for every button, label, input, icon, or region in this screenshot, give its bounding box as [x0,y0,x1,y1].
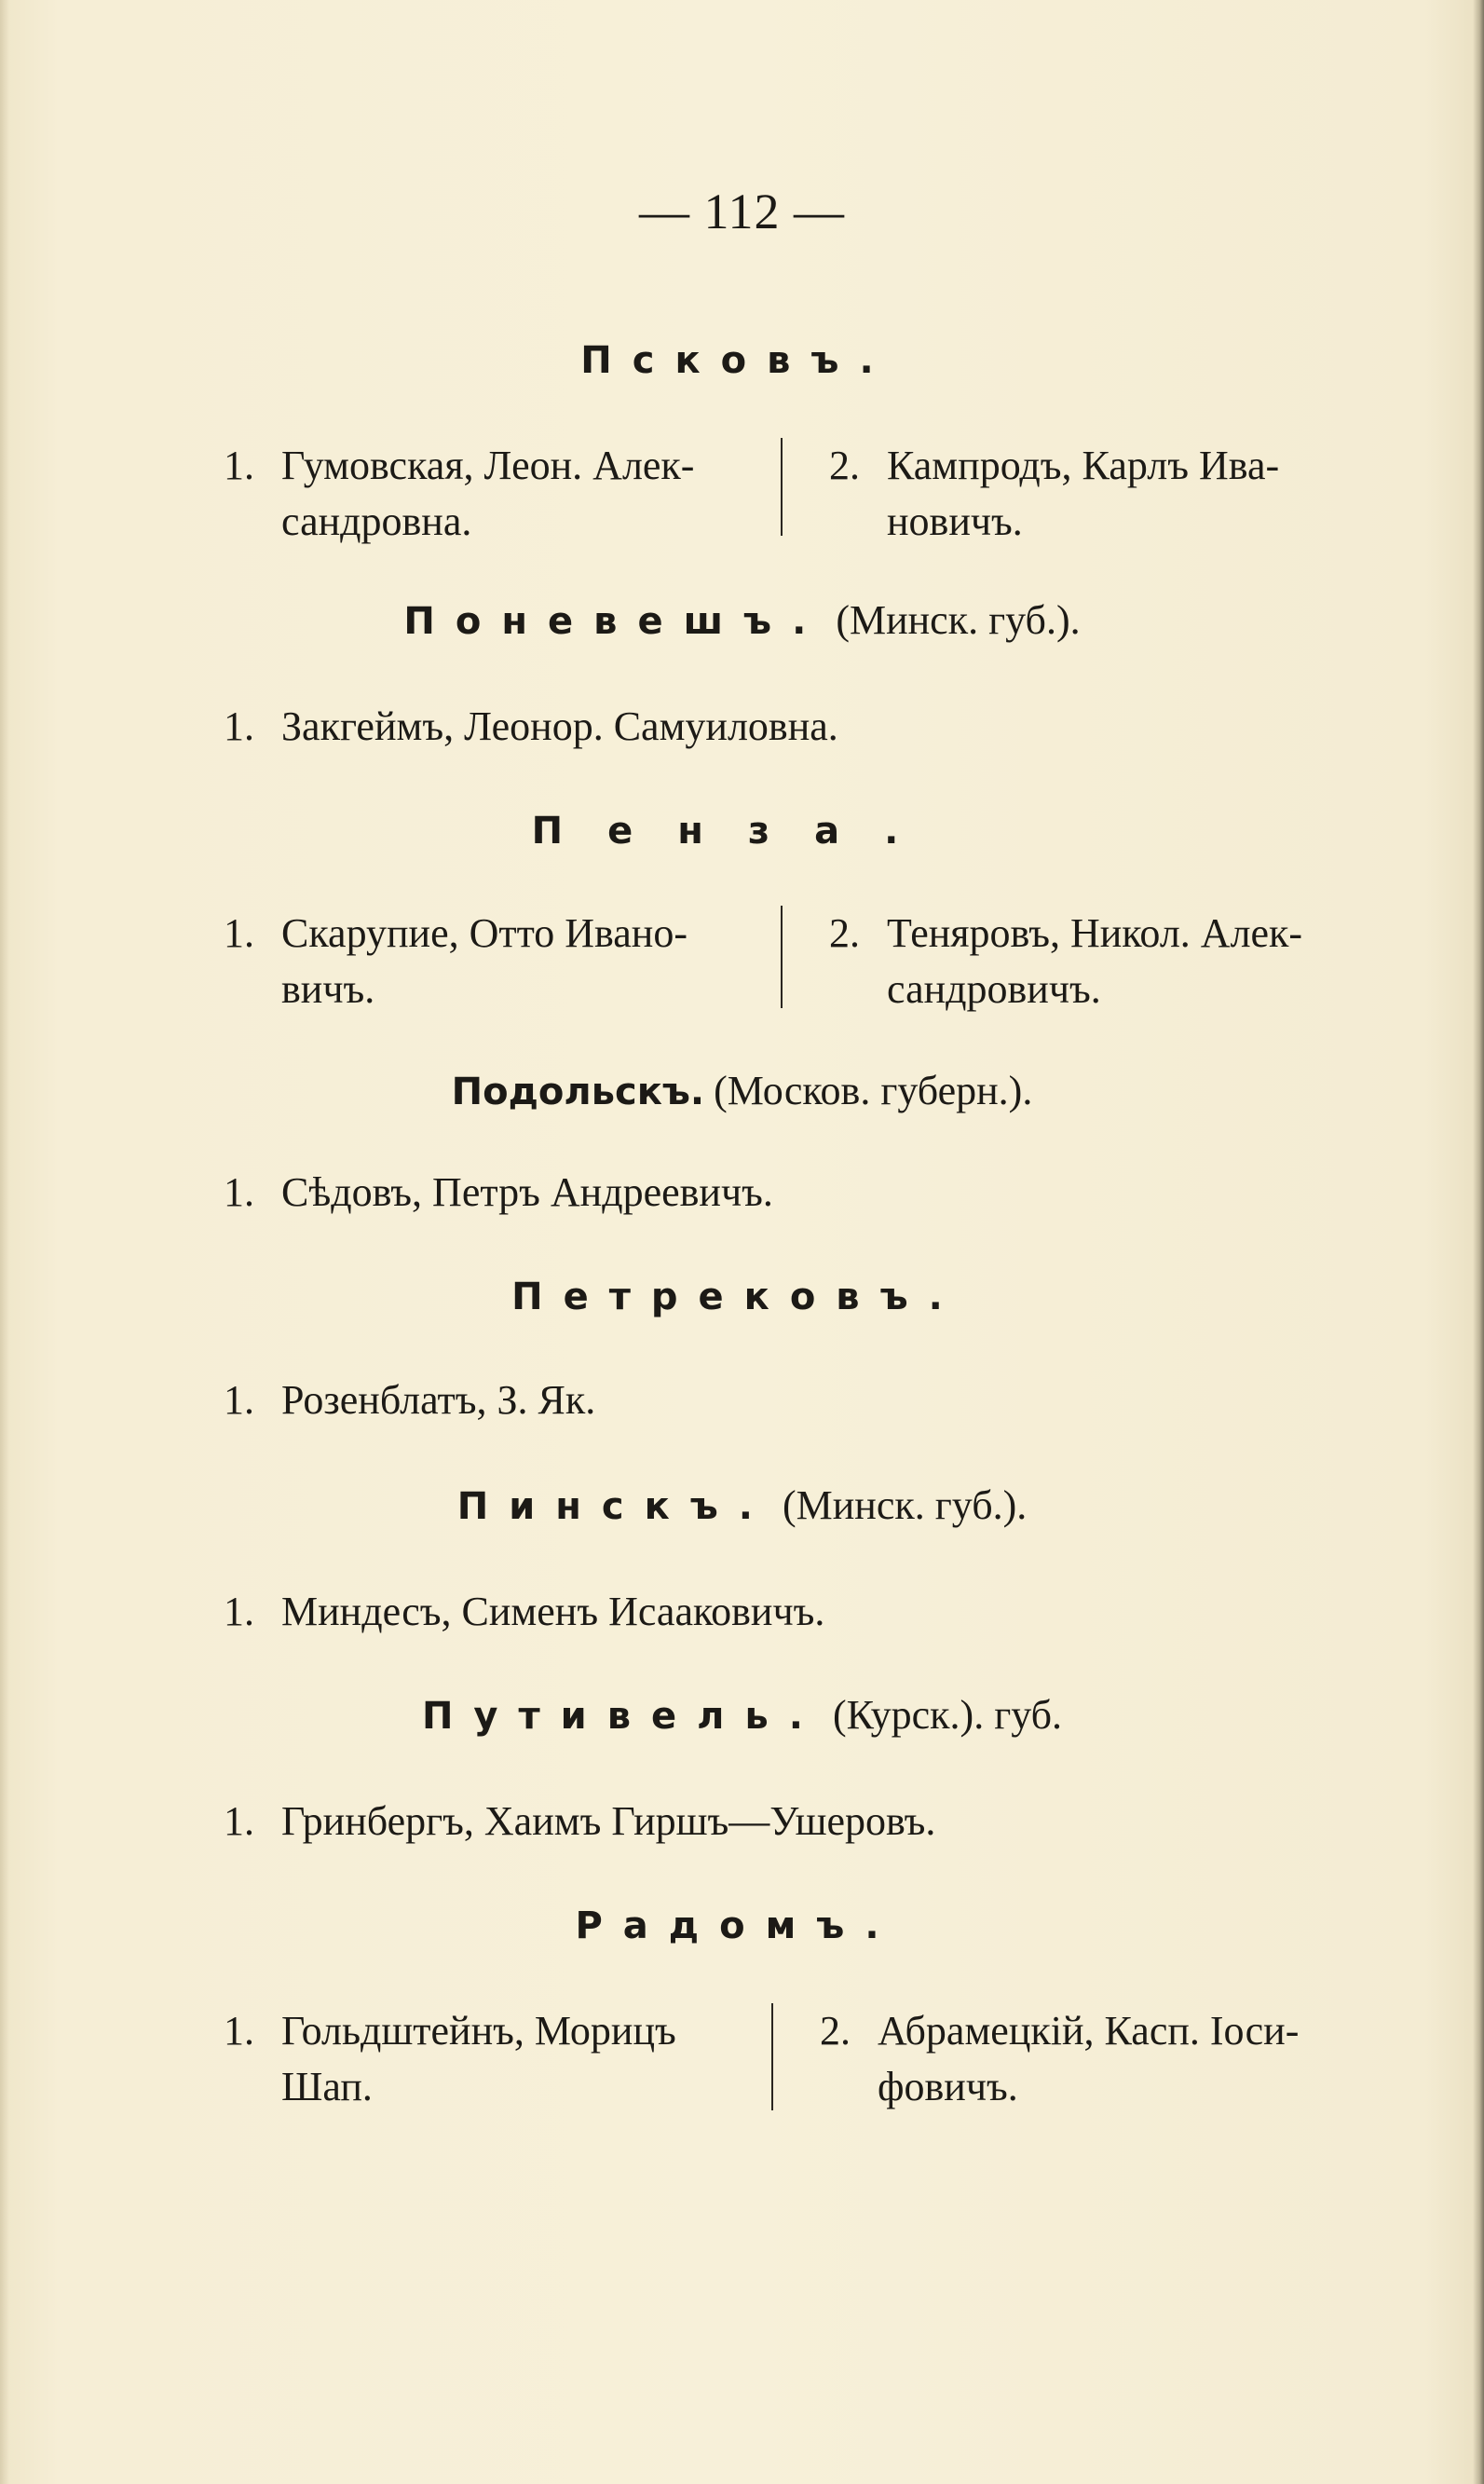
entry-number: 1. [224,1169,254,1215]
section-heading-podolsk [0,1067,1484,1114]
section-heading-putivel [0,1691,1484,1739]
entry-line: Гумовская, Леон. Алек- [281,443,695,488]
entry-line: Шап. [281,2064,373,2109]
entry-line: вичъ. [281,966,375,1012]
section-heading-petrekov [0,1272,1484,1319]
entry-podolsk-1 [224,1165,1341,1221]
entry-number: 1. [224,1589,254,1634]
town-note: (Минск. губ.). [836,597,1081,643]
column-divider [781,438,783,536]
entry-line: Абрамецкій, Касп. Іоси- [878,2008,1300,2054]
entry-number: 2. [829,443,860,488]
entry-pskov-2 [829,438,1351,550]
entry-pinsk-1 [224,1584,1341,1640]
section-heading-radom [0,1901,1484,1948]
town-note: (Москов. губерн.). [714,1068,1033,1113]
town-name: Подольскъ. [451,1071,705,1113]
entry-line: Гольдштейнъ, Морицъ [281,2008,676,2054]
town-note: (Курск.). губ. [832,1692,1063,1738]
entry-penza-1 [224,906,745,1017]
entry-number: 2. [829,910,860,956]
entry-line: Гринбергъ, Хаимъ Гиршъ—Ушеровъ. [281,1798,936,1844]
town-name: Поневешъ. [403,600,827,643]
entry-line: Скарупие, Отто Ивано- [281,910,688,956]
entry-line: фовичъ. [878,2064,1018,2109]
entry-petrekov-1 [224,1372,1341,1428]
entry-number: 1. [224,1377,254,1423]
entry-number: 1. [224,443,254,488]
entry-radom-2 [820,2003,1341,2115]
town-name: Псковъ. [580,339,894,382]
column-divider [771,2003,773,2110]
entry-line: Розенблатъ, З. Як. [281,1377,596,1423]
entry-radom-1 [224,2003,745,2115]
entry-number: 1. [224,1798,254,1844]
town-name: Петрековъ. [511,1276,963,1318]
entry-number: 1. [224,910,254,956]
entry-penza-2 [829,906,1351,1017]
entry-line: Кампродъ, Карлъ Ива- [887,443,1280,488]
town-name: Пенза. [531,810,944,853]
town-note: (Минск. губ.). [782,1482,1028,1528]
entry-line: новичъ. [887,498,1023,544]
column-divider [781,906,783,1008]
page-number: — 112 — [639,184,845,239]
entry-line: сандровичъ. [887,966,1101,1012]
town-name: Радомъ. [575,1904,900,1947]
entry-line: Сѣдовъ, Петръ Андреевичъ. [281,1169,773,1215]
section-heading-penza [0,806,1484,853]
town-name: Путивель. [421,1695,824,1738]
entry-number: 1. [224,2008,254,2054]
section-heading-pskov [0,335,1484,383]
entry-pskov-1 [224,438,745,550]
entry-ponevesh-1 [224,699,1341,755]
entry-number: 2. [820,2008,851,2054]
entry-line: Миндесъ, Сименъ Исааковичъ. [281,1589,825,1634]
section-heading-pinsk [0,1481,1484,1529]
section-heading-ponevesh [0,596,1484,644]
entry-line: Закгеймъ, Леонор. Самуиловна. [281,703,838,749]
entry-line: Теняровъ, Никол. Алек- [887,910,1303,956]
entry-number: 1. [224,703,254,749]
town-name: Пинскъ. [456,1485,773,1528]
entry-putivel-1 [224,1794,1341,1849]
entry-line: сандровна. [281,498,472,544]
